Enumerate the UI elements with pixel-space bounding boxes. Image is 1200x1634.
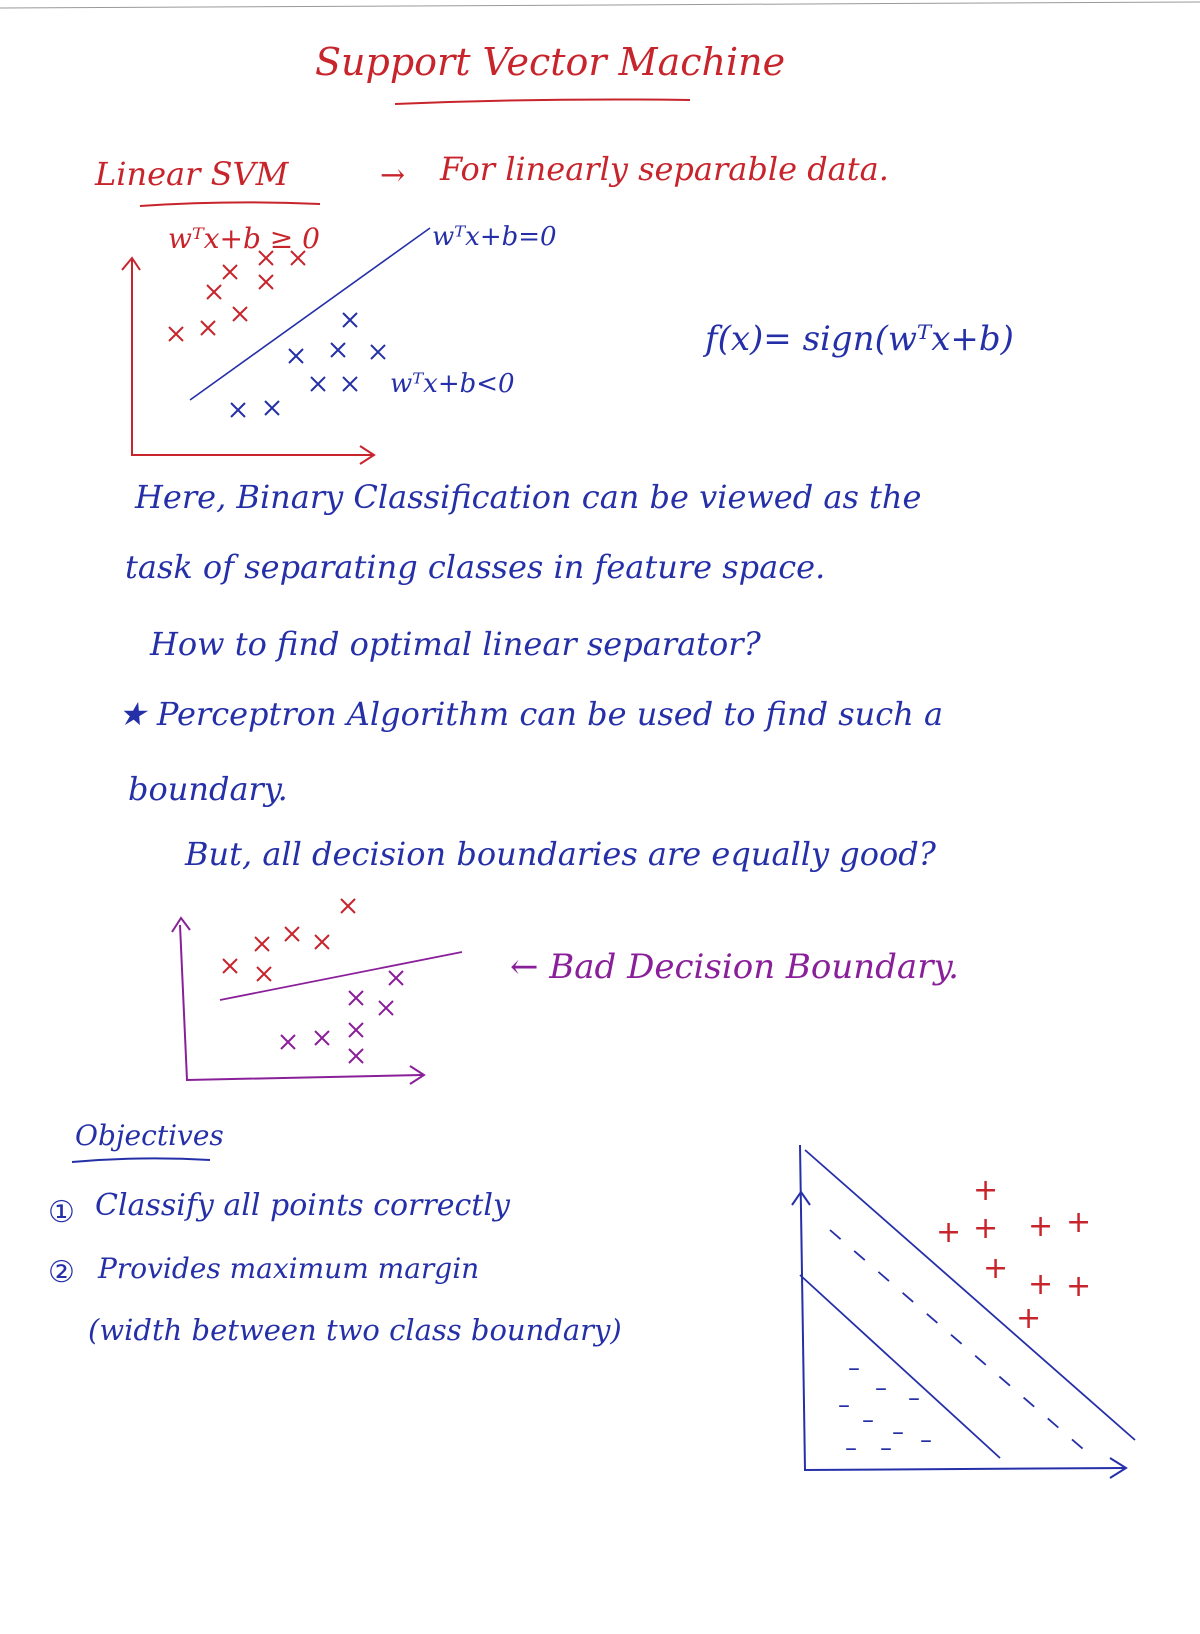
plot1-negative-point (311, 377, 325, 391)
plot2-positive-point (223, 959, 237, 973)
paragraph-line-5: boundary. (128, 770, 288, 808)
plot2-negative-point (389, 971, 403, 985)
objective-2-text: Provides maximum margin (98, 1252, 480, 1285)
plot3-axes (800, 1145, 1125, 1470)
plot1-negative-points (231, 313, 385, 417)
plot1-negative-point (371, 345, 385, 359)
plot2-positive-point (341, 899, 355, 913)
plot2-negative-point (349, 991, 363, 1005)
arrow-glyph: → (380, 158, 406, 193)
objective-1-number: ① (48, 1195, 75, 1230)
plot1-negative-point (343, 377, 357, 391)
plot2-positive-point (285, 927, 299, 941)
decision-function-formula: f(x)= sign(wᵀx+b) (705, 319, 1014, 359)
plot3-minus-marker: – (875, 1374, 887, 1402)
plot3-minus-marker: – (862, 1406, 874, 1434)
plot2-negative-point (349, 1049, 363, 1063)
plot3-minus-marker: – (892, 1418, 904, 1446)
plot3-plus-marker: + (1066, 1205, 1092, 1240)
linear-svm-description: For linearly separable data. (440, 150, 889, 188)
objectives-heading: Objectives (75, 1119, 224, 1152)
plot3-plus-marker: + (936, 1215, 962, 1250)
plot3-minus-marker: – (838, 1391, 850, 1419)
heading-underline (140, 202, 320, 206)
plot-bad-boundary (172, 899, 462, 1084)
plot3-minus-marker: – (848, 1354, 860, 1382)
plot1-positive-point (233, 307, 247, 321)
page-title: Support Vector Machine (315, 40, 786, 84)
plot1-label-hyperplane: wᵀx+b=0 (432, 222, 557, 252)
plot1-positive-point (223, 265, 237, 279)
plot3-negative-points (838, 1354, 932, 1462)
plot1-negative-point (231, 403, 245, 417)
bad-boundary-annotation: ← Bad Decision Boundary. (510, 947, 959, 987)
plot3-minus-marker: – (908, 1384, 920, 1412)
plot2-positive-points (223, 899, 355, 981)
plot1-negative-point (289, 349, 303, 363)
paragraph-line-3: How to find optimal linear separator? (150, 625, 761, 663)
plot1-positive-point (259, 275, 273, 289)
plot1-negative-point (331, 343, 345, 357)
plot1-negative-point (265, 401, 279, 415)
objectives-underline (72, 1158, 210, 1162)
plot3-plus-marker: + (983, 1251, 1009, 1286)
objective-1-text: Classify all points correctly (95, 1188, 510, 1223)
plot1-axes (132, 260, 372, 455)
plot2-positive-point (315, 935, 329, 949)
plot1-positive-point (207, 285, 221, 299)
plot1-positive-point (201, 321, 215, 335)
page-edge (0, 2, 1200, 8)
section-heading-linear-svm: Linear SVM (95, 155, 289, 193)
plot2-negative-point (281, 1035, 295, 1049)
paragraph-line-2: task of separating classes in feature space. (125, 548, 826, 586)
plot1-negative-point (343, 313, 357, 327)
plot3-plus-marker: + (973, 1211, 999, 1246)
plot-max-margin (792, 1145, 1135, 1478)
plot2-negative-point (315, 1031, 329, 1045)
paragraph-line-6: But, all decision boundaries are equally good? (185, 835, 936, 873)
plot3-positive-points (936, 1173, 1091, 1336)
plot3-plus-marker: + (1028, 1267, 1054, 1302)
plot2-bad-line (220, 952, 462, 1000)
plot3-minus-marker: – (920, 1426, 932, 1454)
plot3-minus-marker: – (845, 1434, 857, 1462)
paragraph-line-4: ★ Perceptron Algorithm can be used to find such a (118, 695, 944, 733)
plot2-positive-point (255, 937, 269, 951)
objective-2-number: ② (48, 1255, 75, 1290)
plot2-positive-point (257, 967, 271, 981)
plot1-label-positive: wᵀx+b ≥ 0 (168, 222, 320, 255)
plot2-negative-point (349, 1023, 363, 1037)
plot3-minus-marker: – (880, 1434, 892, 1462)
paragraph-line-1: Here, Binary Classification can be viewed as the (135, 478, 922, 516)
plot1-label-negative: wᵀx+b<0 (390, 369, 515, 399)
plot1-positive-point (169, 327, 183, 341)
plot2-axes (180, 925, 422, 1080)
plot1-positive-points (169, 251, 305, 341)
plot3-plus-marker: + (973, 1173, 999, 1208)
plot3-plus-marker: + (1016, 1301, 1042, 1336)
plot3-plus-marker: + (1028, 1209, 1054, 1244)
objective-2-note: (width between two class boundary) (88, 1313, 622, 1347)
plot3-plus-marker: + (1066, 1269, 1092, 1304)
plot-linear-separable (122, 222, 557, 464)
plot2-negative-point (379, 1001, 393, 1015)
title-underline (395, 100, 690, 105)
